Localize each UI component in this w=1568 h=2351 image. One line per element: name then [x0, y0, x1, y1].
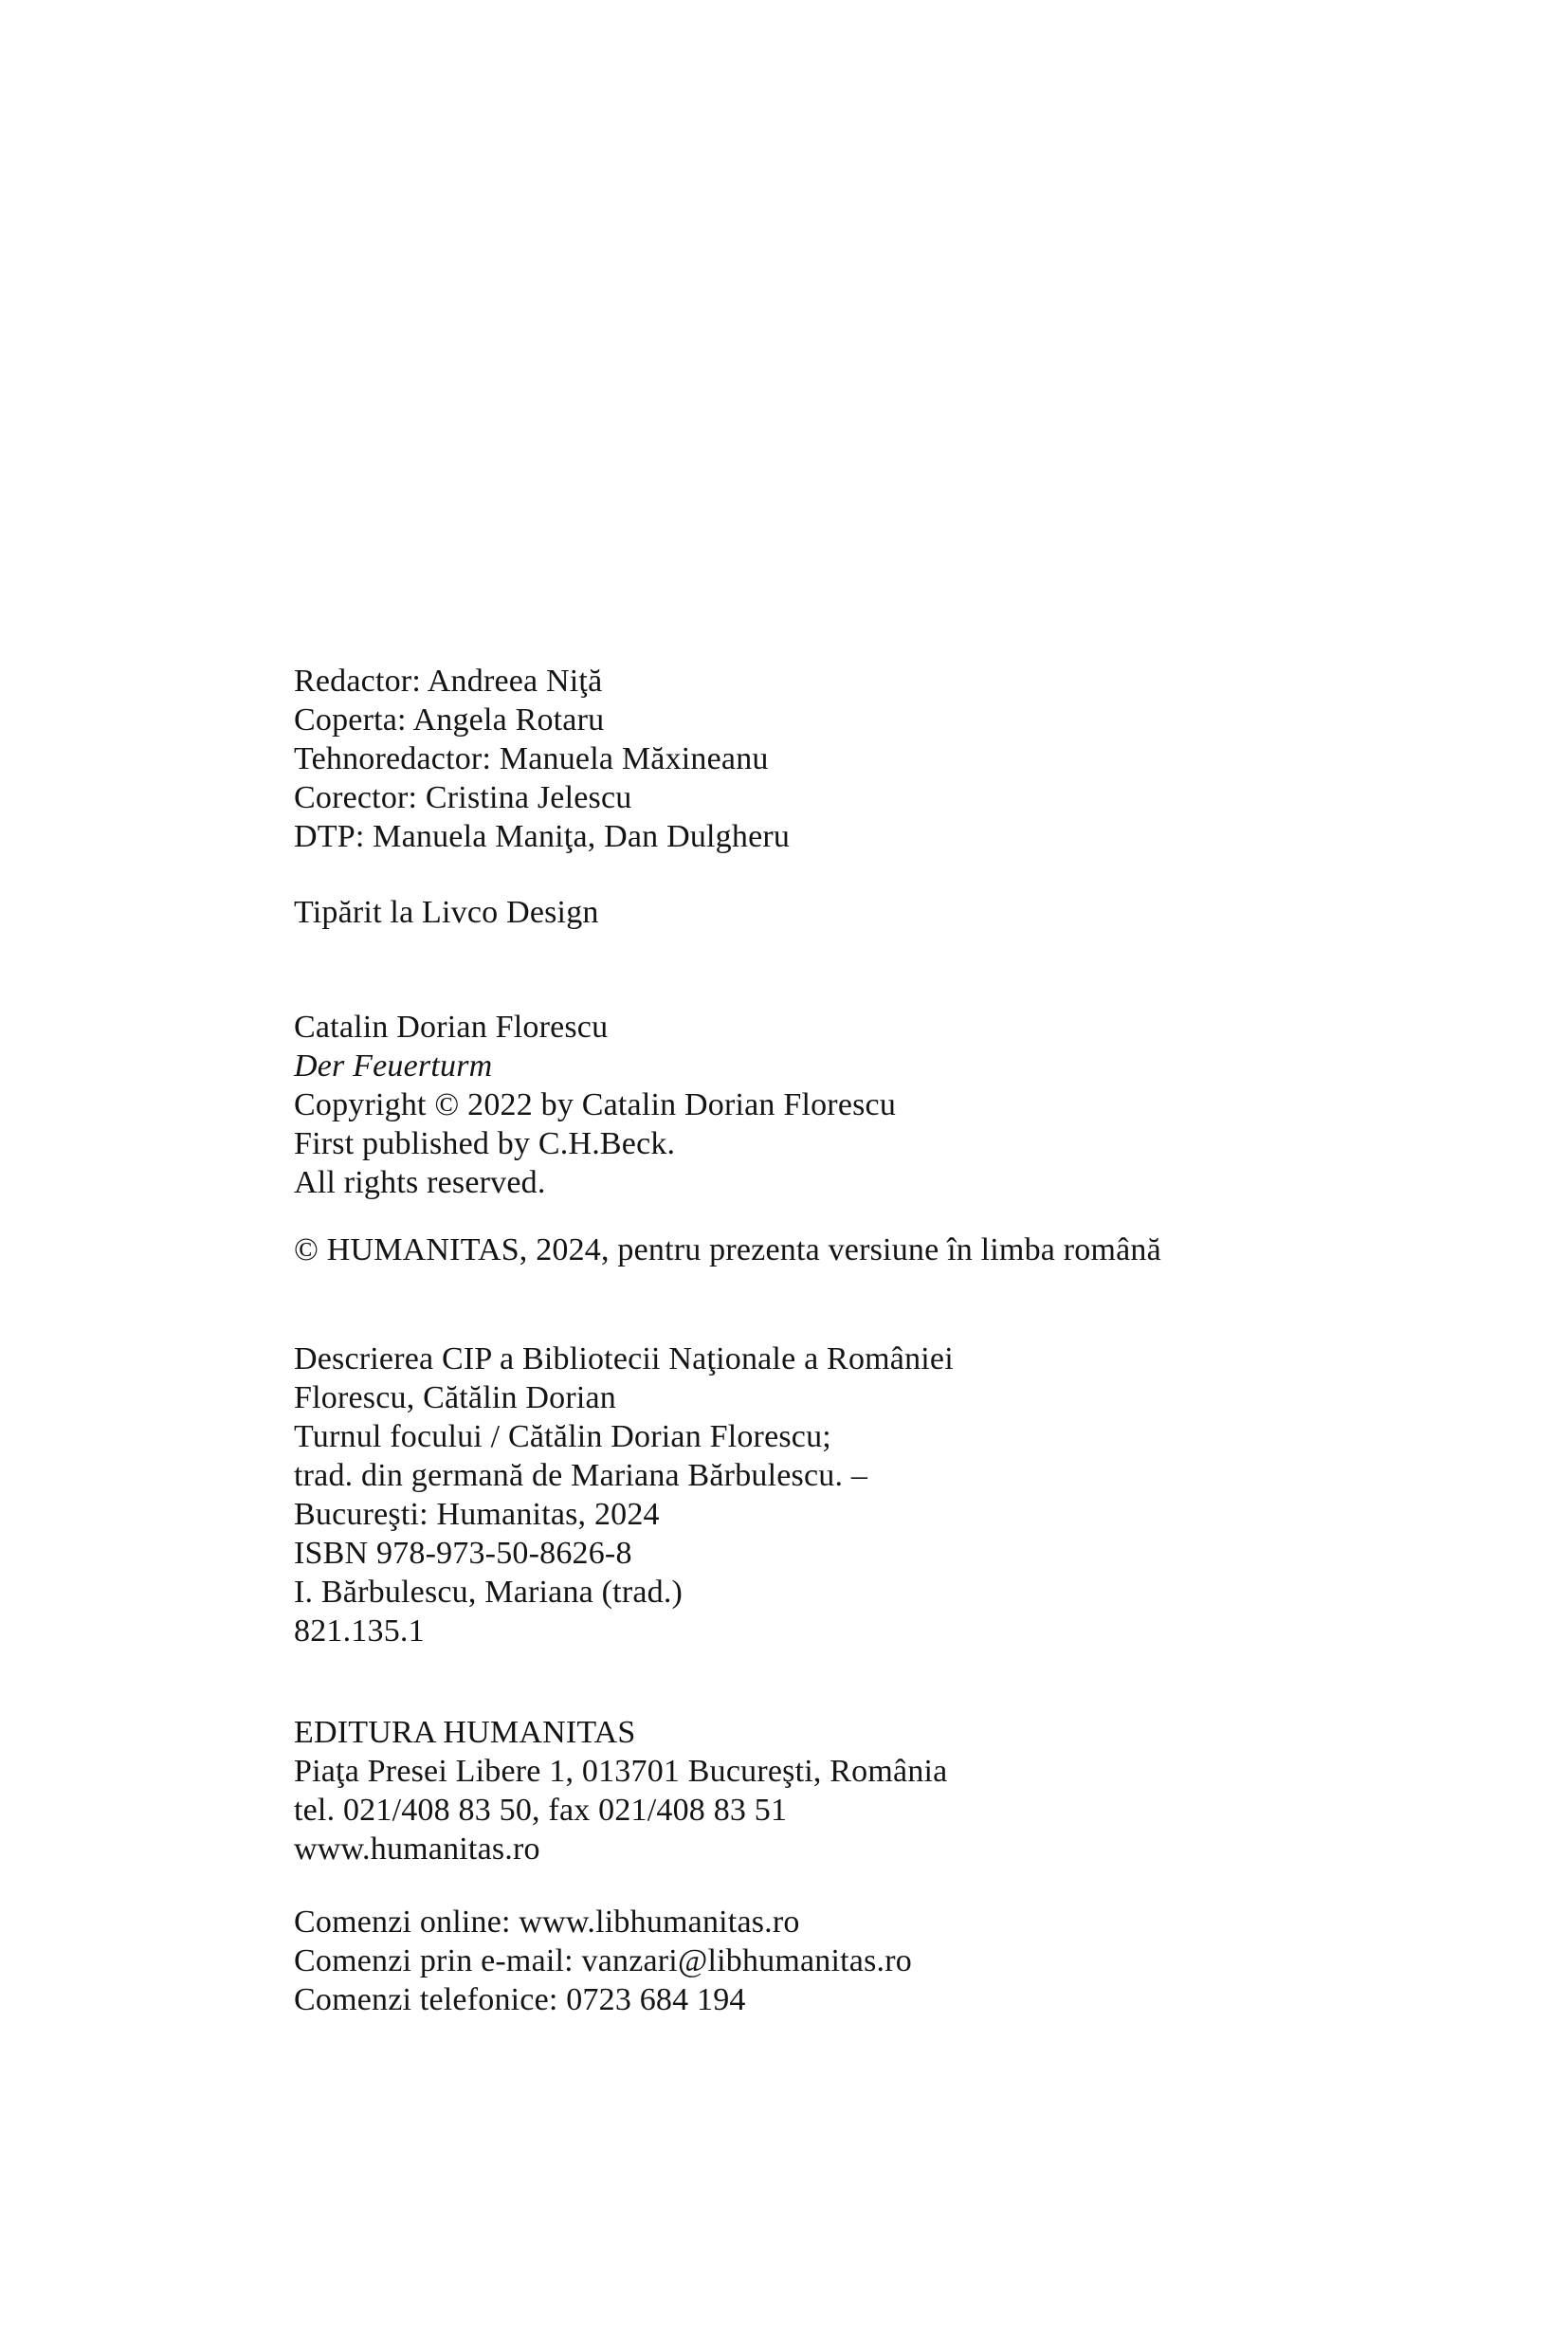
original-author: Catalin Dorian Florescu	[294, 1010, 609, 1045]
cip-description-section	[294, 1340, 1431, 1650]
credit-redactor: Redactor: Andreea Niţă	[294, 664, 603, 699]
original-title: Der Feuerturm	[294, 1048, 493, 1084]
credit-tehnoredactor: Tehnoredactor: Manuela Măxineanu	[294, 741, 769, 776]
original-rights: All rights reserved.	[294, 1165, 546, 1200]
original-copyright: Copyright © 2022 by Catalin Dorian Florescu	[294, 1087, 897, 1122]
orders-section	[294, 1903, 1431, 2019]
publisher-contact-section	[294, 1713, 1431, 1868]
cip-title-entry: Turnul focului / Cătălin Dorian Florescu;	[294, 1419, 831, 1454]
credit-corector: Corector: Cristina Jelescu	[294, 780, 632, 815]
cip-heading: Descrierea CIP a Bibliotecii Naţionale a României	[294, 1341, 954, 1376]
credit-coperta: Coperta: Angela Rotaru	[294, 702, 605, 738]
romanian-copyright-section	[294, 1230, 1431, 1269]
romanian-copyright-line: © HUMANITAS, 2024, pentru prezenta versiune în limba română	[294, 1232, 1161, 1267]
credit-dtp: DTP: Manuela Maniţa, Dan Dulgheru	[294, 819, 791, 854]
orders-phone: Comenzi telefonice: 0723 684 194	[294, 1982, 746, 2017]
publisher-address: Piaţa Presei Libere 1, 013701 Bucureşti, România	[294, 1754, 948, 1789]
orders-online: Comenzi online: www.libhumanitas.ro	[294, 1904, 800, 1940]
cip-translator-entry: trad. din germană de Mariana Bărbulescu. –	[294, 1458, 868, 1493]
staff-credits-section	[294, 662, 1431, 856]
printer-section	[294, 893, 1431, 932]
cip-added-entry: I. Bărbulescu, Mariana (trad.)	[294, 1575, 684, 1610]
cip-isbn: ISBN 978-973-50-8626-8	[294, 1536, 632, 1571]
colophon-text-block	[294, 662, 1431, 2019]
publisher-website: www.humanitas.ro	[294, 1832, 540, 1867]
publisher-name: EDITURA HUMANITAS	[294, 1715, 636, 1750]
original-first-published: First published by C.H.Beck.	[294, 1126, 676, 1161]
cip-imprint: Bucureşti: Humanitas, 2024	[294, 1497, 660, 1532]
cip-udc-number: 821.135.1	[294, 1613, 425, 1649]
printer-line: Tipărit la Livco Design	[294, 895, 599, 930]
cip-author-entry: Florescu, Cătălin Dorian	[294, 1380, 617, 1415]
original-edition-section	[294, 1008, 1431, 1202]
publisher-phone-fax: tel. 021/408 83 50, fax 021/408 83 51	[294, 1793, 788, 1828]
orders-email: Comenzi prin e-mail: vanzari@libhumanitas.ro	[294, 1943, 912, 1978]
